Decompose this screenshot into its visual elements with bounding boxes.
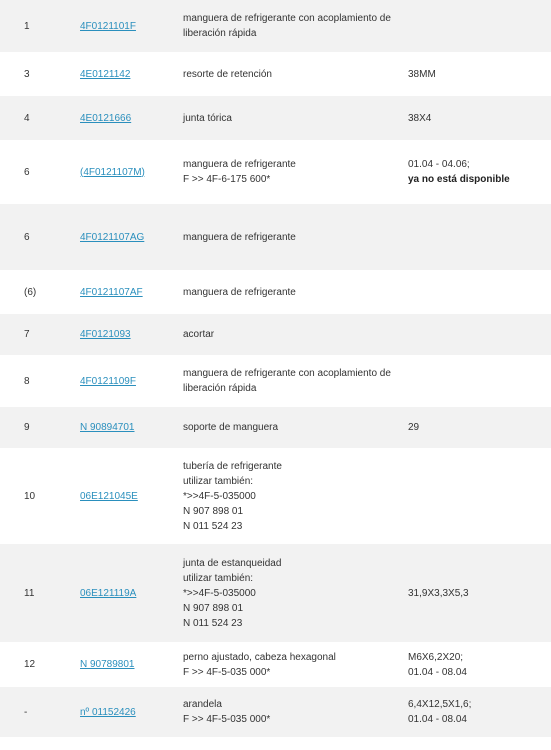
position-number: 8 bbox=[24, 375, 30, 387]
part-number-link[interactable]: (4F0121107M) bbox=[80, 166, 145, 178]
position-number: 10 bbox=[24, 490, 36, 502]
part-info: 01.04 - 04.06; ya no está disponible bbox=[408, 159, 510, 185]
part-info: 38MM bbox=[408, 68, 436, 80]
part-description: junta de estanqueidad utilizar también: *>>4F-5-035000 N 907 898 01 N 011 524 23 bbox=[183, 557, 282, 629]
part-info: 29 bbox=[408, 422, 420, 433]
table-row bbox=[0, 448, 551, 544]
table-row bbox=[0, 204, 551, 270]
part-description: manguera de refrigerante F >> 4F-6-175 600* bbox=[183, 159, 296, 185]
position-number: 9 bbox=[24, 422, 30, 433]
part-number-link[interactable]: 4F0121107AF bbox=[80, 286, 143, 298]
table-row bbox=[0, 52, 551, 96]
part-description: manguera de refrigerante con acoplamiento de liberación rápida bbox=[183, 13, 391, 39]
position-number: 3 bbox=[24, 68, 30, 80]
part-info bbox=[408, 0, 548, 52]
part-number-link[interactable]: 4F0121109F bbox=[80, 375, 136, 387]
position-number: 1 bbox=[24, 20, 30, 32]
table-row bbox=[0, 355, 551, 407]
availability-status: ya no está disponible bbox=[408, 174, 510, 185]
part-description: acortar bbox=[183, 329, 215, 340]
position-number: 6 bbox=[24, 231, 30, 243]
part-info bbox=[408, 270, 548, 314]
part-description: resorte de retención bbox=[183, 68, 272, 80]
position-number: 4 bbox=[24, 112, 30, 124]
table-row bbox=[0, 642, 551, 687]
part-info: 31,9X3,3X5,3 bbox=[408, 587, 469, 599]
part-number-link[interactable]: 4E0121142 bbox=[80, 68, 131, 80]
part-number-link[interactable]: 06E121119A bbox=[80, 587, 137, 599]
part-info bbox=[408, 314, 548, 355]
part-description: manguera de refrigerante bbox=[183, 231, 296, 243]
part-info: M6X6,2X20; 01.04 - 08.04 bbox=[408, 651, 467, 678]
part-number-link[interactable]: N 90789801 bbox=[80, 659, 135, 670]
part-description: soporte de manguera bbox=[183, 422, 279, 433]
part-number-link[interactable]: 4E0121666 bbox=[80, 112, 132, 124]
part-description: tubería de refrigerante utilizar también: *>>4F-5-035000 N 907 898 01 N 011 524 23 bbox=[183, 460, 282, 532]
part-description: arandela F >> 4F-5-035 000* bbox=[183, 699, 271, 725]
part-info: 6,4X12,5X1,6; 01.04 - 08.04 bbox=[408, 699, 472, 725]
position-number: 7 bbox=[24, 329, 30, 340]
table-row bbox=[0, 0, 551, 52]
table-row bbox=[0, 687, 551, 737]
position-number: 12 bbox=[24, 659, 36, 670]
table-row bbox=[0, 544, 551, 642]
table-row bbox=[0, 270, 551, 314]
part-number-link[interactable]: 4F0121093 bbox=[80, 329, 131, 340]
part-description: manguera de refrigerante bbox=[183, 286, 296, 298]
table-row bbox=[0, 407, 551, 448]
position-number: (6) bbox=[24, 286, 37, 298]
part-number-link[interactable]: nº 01152426 bbox=[80, 706, 136, 718]
part-number-link[interactable]: 06E121045E bbox=[80, 490, 138, 502]
part-number-link[interactable]: 4F0121101F bbox=[80, 20, 136, 32]
part-description: junta tórica bbox=[183, 112, 232, 124]
part-info bbox=[408, 355, 548, 407]
part-description: perno ajustado, cabeza hexagonal F >> 4F-5-035 000* bbox=[183, 651, 336, 678]
part-number-link[interactable]: 4F0121107AG bbox=[80, 231, 145, 243]
position-number: 6 bbox=[24, 166, 30, 178]
part-info bbox=[408, 204, 548, 270]
part-info: 38X4 bbox=[408, 112, 432, 124]
table-row bbox=[0, 140, 551, 204]
part-number-link[interactable]: N 90894701 bbox=[80, 422, 135, 433]
table-row bbox=[0, 314, 551, 355]
position-number: - bbox=[24, 706, 28, 718]
part-description: manguera de refrigerante con acoplamiento de liberación rápida bbox=[183, 368, 391, 394]
position-number: 11 bbox=[24, 587, 35, 599]
table-row bbox=[0, 96, 551, 140]
part-info bbox=[408, 448, 548, 544]
